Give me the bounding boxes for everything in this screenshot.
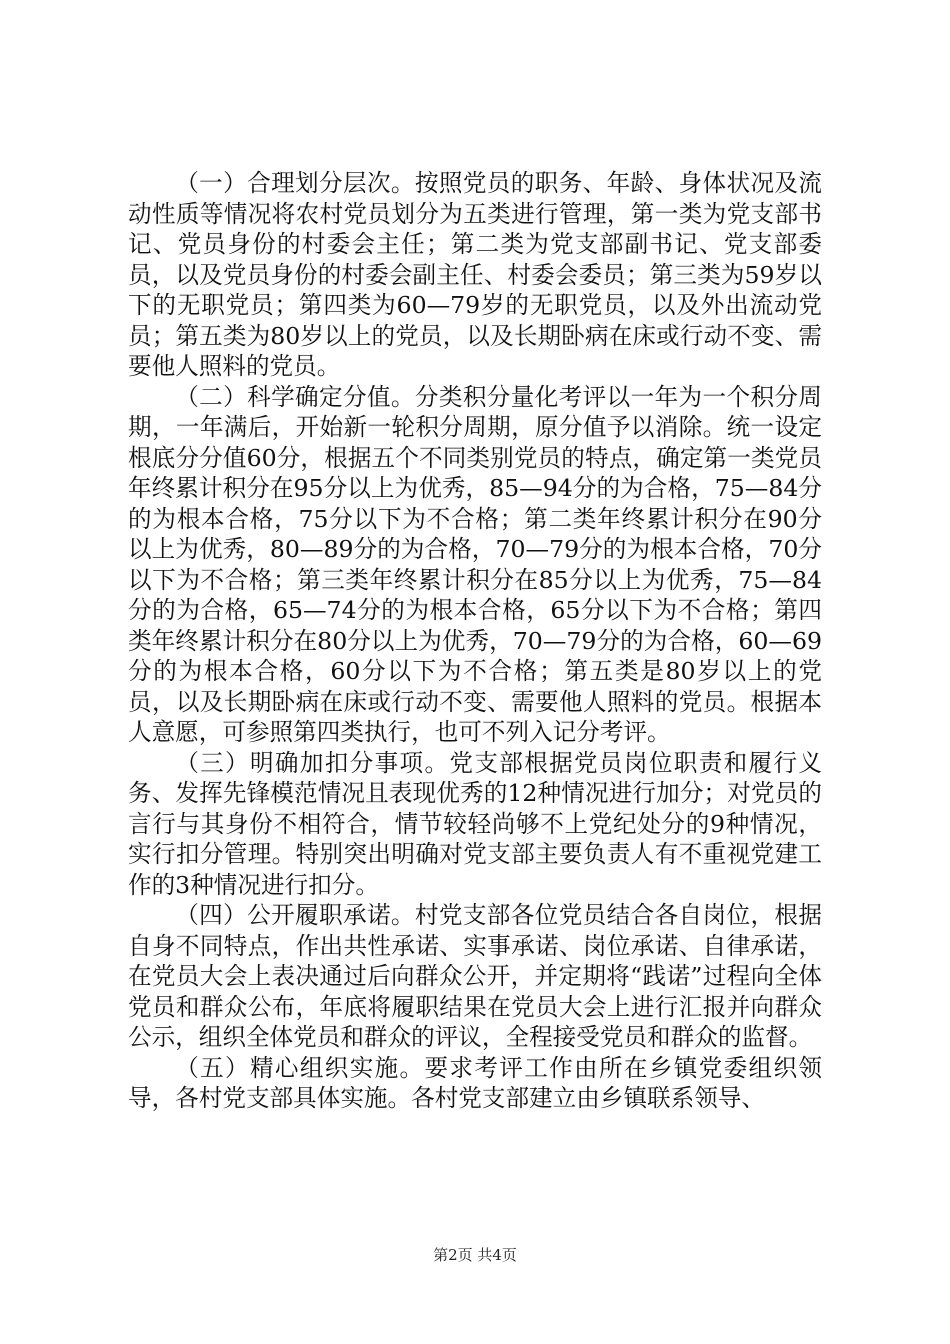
page-number-footer: 第2页 共4页 — [433, 1246, 517, 1264]
paragraph-5: （五）精心组织实施。要求考评工作由所在乡镇党委组织领导，各村党支部具体实施。各村党支部建立由乡镇联系领导、 — [128, 1053, 822, 1112]
paragraph-4: （四）公开履职承诺。村党支部各位党员结合各自岗位，根据自身不同特点，作出共性承诺、实事承诺、岗位承诺、自律承诺，在党员大会上表决通过后向群众公开，并定期将“践诺”过程向全体党员和群众公布，年底将履职结果在党员大会上进行汇报并向群众公示，组织全体党员和群众的评议，全程接受党员和群众的监督。 — [128, 901, 822, 1051]
paragraph-1: （一）合理划分层次。按照党员的职务、年龄、身体状况及流动性质等情况将农村党员划分为五类进行管理，第一类为党支部书记、党员身份的村委会主任；第二类为党支部副书记、党支部委员，以及党员身份的村委会副主任、村委会委员；第三类为59岁以下的无职党员；第四类为60—79岁的无职党员，以及外出流动党员；第五类为80岁以上的党员，以及长期卧病在床或行动不变、需要他人照料的党员。 — [128, 169, 822, 380]
paragraph-3: （三）明确加扣分事项。党支部根据党员岗位职责和履行义务、发挥先锋模范情况且表现优秀的12种情况进行加分；对党员的言行与其身份不相符合，情节较轻尚够不上党纪处分的9种情况，实行扣分管理。特别突出明确对党支部主要负责人有不重视党建工作的3种情况进行扣分。 — [128, 748, 822, 899]
paragraph-2: （二）科学确定分值。分类积分量化考评以一年为一个积分周期，一年满后，开始新一轮积分周期，原分值予以消除。统一设定根底分分值60分，根据五个不同类别党员的特点，确定第一类党员年终累计积分在95分以上为优秀，85—94分的为合格，75—84分的为根本合格，75分以下为不合格；第二类年终累计积分在90分以上为优秀，80—89分的为合格，70—79分的为根本合格，70分以下为不合格；第三类年终累计积分在85分以上为优秀，75—84分的为合格，65—74分的为根本合格，65分以下为不合格；第四类年终累计积分在80分以上为优秀，70—79分的为合格，60—69分的为根本合格，60分以下为不合格；第五类是80岁以上的党员，以及长期卧病在床或行动不变、需要他人照料的党员。根据本人意愿，可参照第四类执行，也可不列入记分考评。 — [128, 382, 822, 746]
document-body — [128, 168, 822, 1114]
